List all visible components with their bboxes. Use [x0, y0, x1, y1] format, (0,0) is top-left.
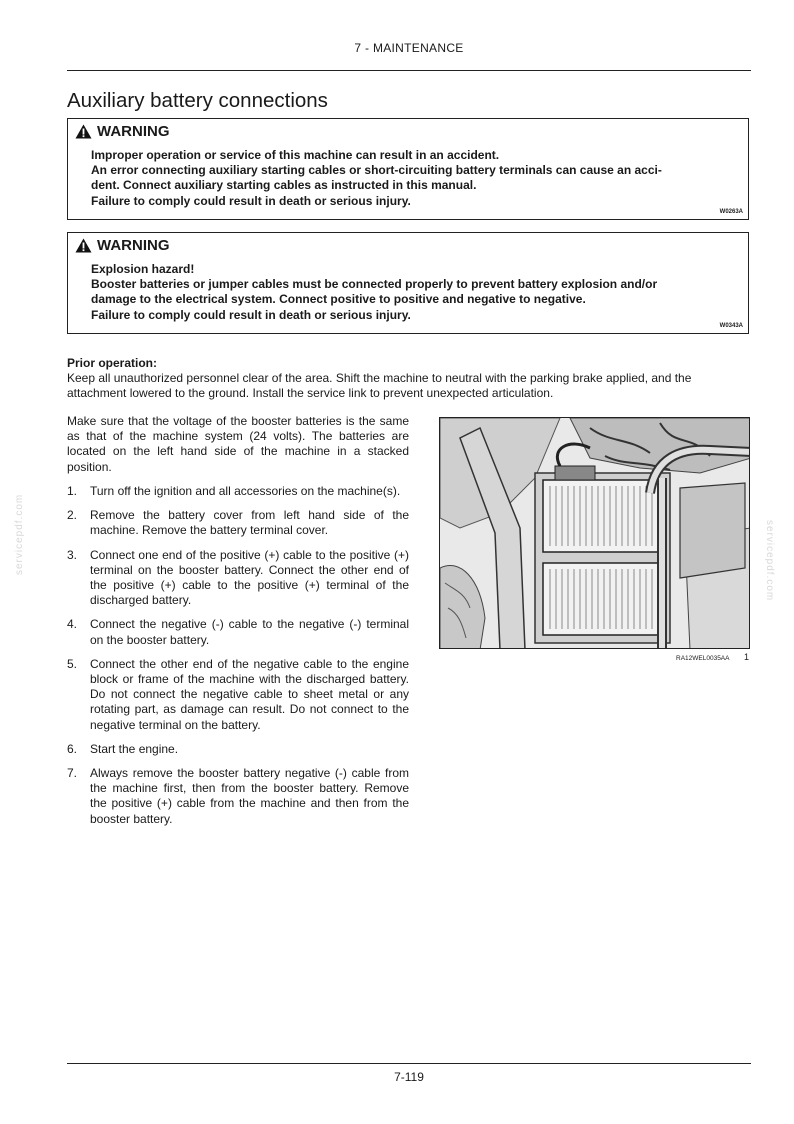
step-item — [67, 484, 409, 499]
figure-code: RA12WEL0035AA — [676, 655, 730, 662]
step-number: 5. — [67, 656, 78, 671]
warning-box-explosion — [67, 232, 749, 334]
warning-heading-label: WARNING — [97, 237, 170, 254]
step-text: Connect the other end of the negative cable to the engine block or frame of the machine with the discharged battery. Do not connect the negative cable to sheet metal or any rotating part, as damage can result. Do not connect to the negative terminal on the battery. — [90, 656, 409, 732]
step-item — [67, 508, 409, 538]
warning-line: Improper operation or service of this machine can result in an accident. — [91, 148, 500, 162]
warning-line: dent. Connect auxiliary starting cables as instructed in this manual. — [91, 178, 477, 193]
step-text: Always remove the booster battery negative (-) cable from the machine first, then from the booster battery. Remove the positive (+) cable from the machine and then from the booster battery. — [90, 766, 409, 826]
header-rule — [67, 70, 751, 71]
footer-rule — [67, 1063, 751, 1064]
step-number: 7. — [67, 766, 78, 781]
warning-line: Failure to comply could result in death or serious injury. — [91, 307, 411, 322]
page-number: 7-119 — [394, 1070, 424, 1084]
prior-operation-text: Keep all unauthorized personnel clear of the area. Shift the machine to neutral with the parking brake applied, and the attachment lowered to the ground. Install the service link to prevent unexpected articulation. — [67, 371, 692, 401]
watermark-right: servicepdf.com — [764, 520, 775, 602]
step-item — [67, 657, 409, 733]
step-item — [67, 548, 409, 609]
warning-line: Failure to comply could result in death or serious injury. — [91, 193, 411, 208]
battery-compartment-illustration — [440, 418, 750, 649]
intro-paragraph: Make sure that the voltage of the booster batteries is the same as that of the machine system (24 volts). The batteries are located on the left hand side of the machine in a stacked position. — [67, 414, 409, 474]
warning-heading — [75, 237, 170, 254]
warning-text — [91, 262, 736, 323]
step-text: Remove the battery cover from left hand side of the machine. Remove the battery terminal cover. — [90, 508, 409, 538]
step-item — [67, 617, 409, 647]
page-title: Auxiliary battery connections — [67, 89, 328, 112]
step-number: 1. — [67, 484, 78, 498]
warning-line: An error connecting auxiliary starting cables or short-circuiting battery terminals can cause an acci- — [91, 163, 662, 178]
prior-operation-label: Prior operation: — [67, 356, 158, 370]
step-text: Connect the negative (-) cable to the negative (-) terminal on the booster battery. — [90, 617, 409, 647]
warning-code: W0263A — [719, 209, 743, 215]
warning-triangle-icon — [75, 238, 92, 253]
warning-triangle-icon — [75, 124, 92, 139]
step-text: Start the engine. — [90, 741, 179, 756]
step-item — [67, 766, 409, 827]
watermark-left: servicepdf.com — [14, 493, 25, 575]
warning-box-accident — [67, 118, 749, 220]
step-number: 2. — [67, 508, 78, 523]
procedure-steps — [67, 484, 409, 836]
running-header: 7 - MAINTENANCE — [354, 41, 464, 55]
warning-heading-label: WARNING — [97, 123, 170, 140]
step-item — [67, 742, 409, 757]
step-text: Connect one end of the positive (+) cable to the positive (+) terminal on the booster battery. Connect the other end of the positive (+) cable to the positive (+) terminal of the discharged battery. — [90, 547, 409, 608]
warning-line: Explosion hazard! — [91, 262, 195, 276]
warning-line: damage to the electrical system. Connect positive to positive and negative to negative. — [91, 292, 586, 307]
warning-text — [91, 148, 736, 209]
warning-heading — [75, 123, 170, 140]
warning-line: Booster batteries or jumper cables must be connected properly to prevent battery explosion and/or — [91, 277, 658, 292]
battery-compartment-photo — [439, 417, 750, 649]
step-number: 4. — [67, 617, 78, 632]
warning-code: W0343A — [719, 323, 743, 329]
step-text: Turn off the ignition and all accessories on the machine(s). — [90, 484, 401, 498]
figure-number: 1 — [744, 652, 750, 662]
step-number: 3. — [67, 547, 78, 562]
step-number: 6. — [67, 741, 78, 756]
